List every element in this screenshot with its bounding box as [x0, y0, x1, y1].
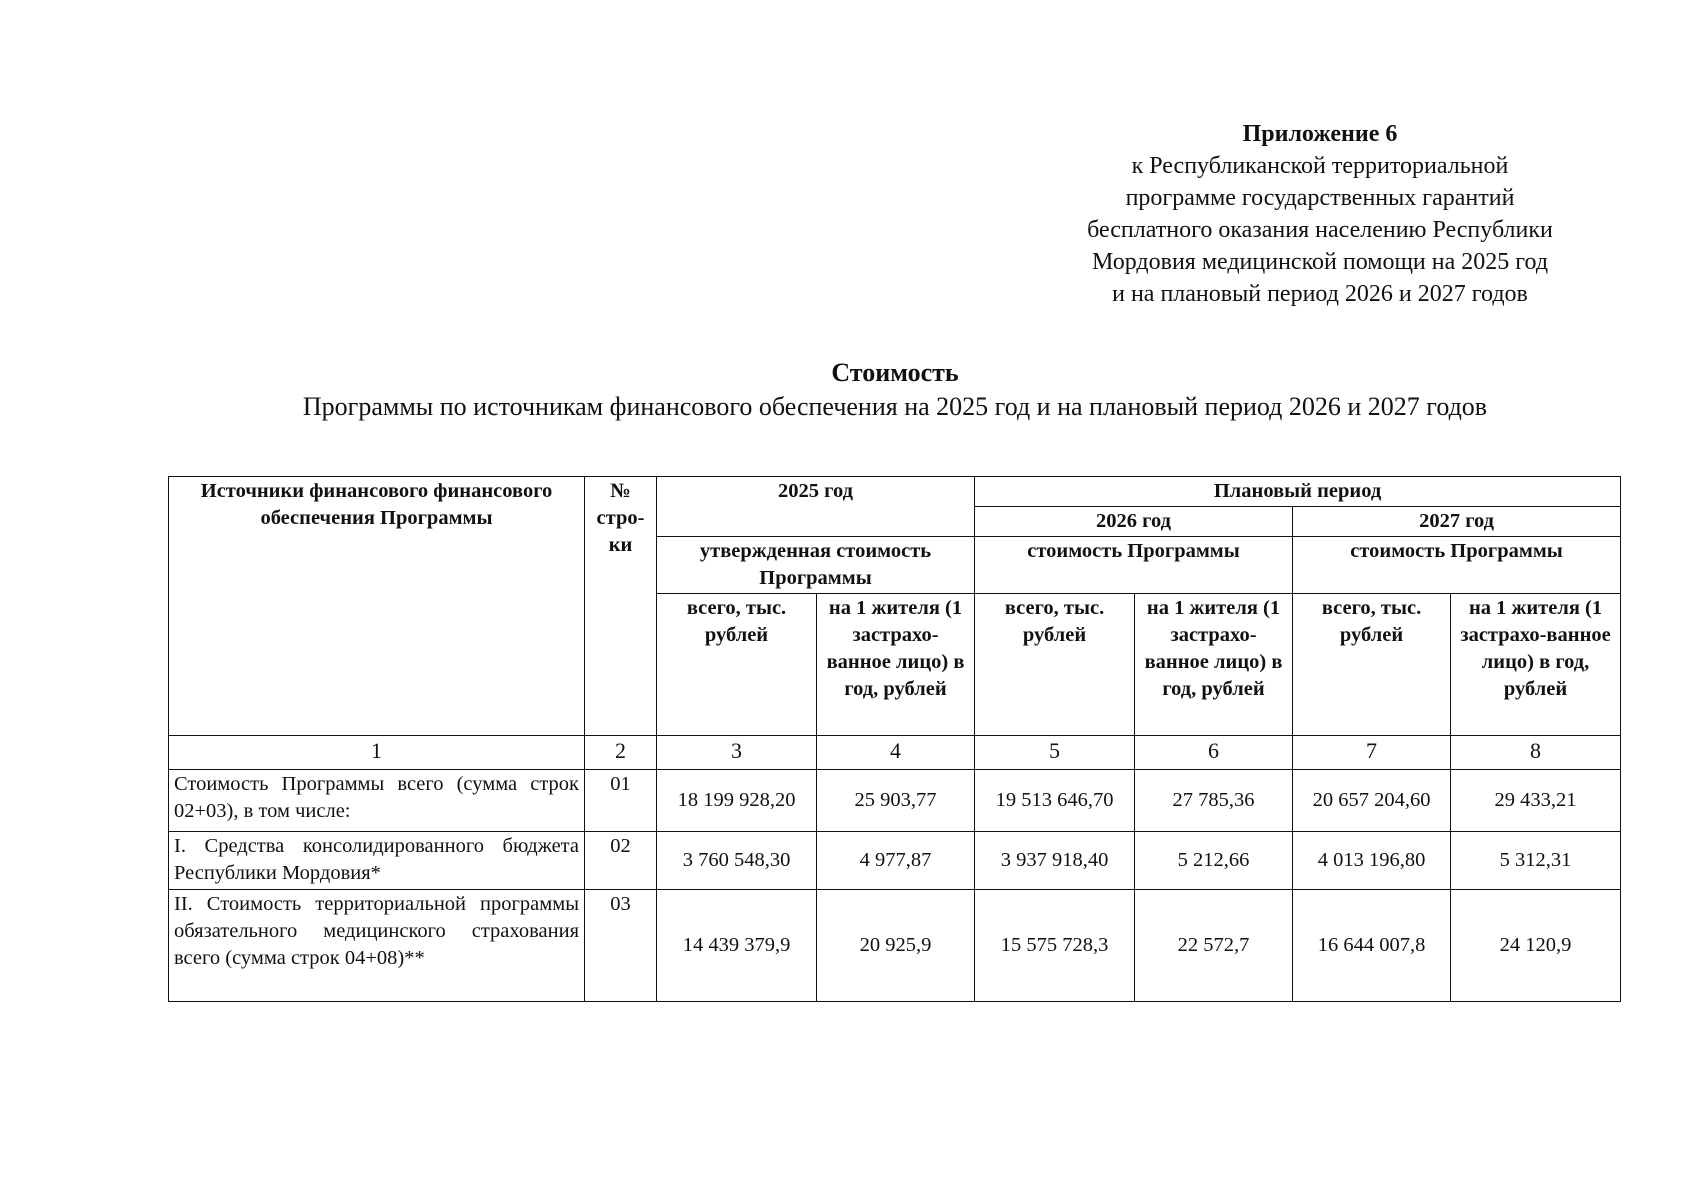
annex-line: программе государственных гарантий: [1125, 185, 1515, 211]
row-line-number: 02: [585, 832, 657, 890]
cell-per-capita-2026: 5 212,66: [1135, 832, 1293, 890]
column-number: 7: [1293, 736, 1451, 770]
row-label: Стоимость Программы всего (сумма строк 02+03), в том числе:: [169, 770, 585, 832]
document-heading: [170, 356, 1620, 424]
cell-total-2025: 14 439 379,9: [657, 890, 817, 1002]
column-number: 2: [585, 736, 657, 770]
column-number: 6: [1135, 736, 1293, 770]
header-year-2026: 2026 год: [975, 507, 1293, 537]
cell-total-2025: 3 760 548,30: [657, 832, 817, 890]
header-planned-period: Плановый период: [975, 477, 1621, 507]
heading-title: Стоимость: [831, 358, 959, 387]
annex-title: Приложение 6: [1242, 121, 1398, 147]
cell-per-capita-2025: 4 977,87: [817, 832, 975, 890]
table-row: [169, 832, 1621, 890]
annex-line: к Республиканской территориальной: [1131, 153, 1509, 179]
row-line-number: 03: [585, 890, 657, 1002]
row-label: II. Стоимость территориальной программы обязательного медицинского страхования всего (сумма строк 04+08)**: [169, 890, 585, 1002]
header-total-2027: всего, тыс. рублей: [1293, 594, 1451, 736]
column-number: 3: [657, 736, 817, 770]
heading-subtitle: Программы по источникам финансового обеспечения на 2025 год и на плановый период 2026 и 2027 годов: [302, 392, 1488, 421]
cell-total-2027: 20 657 204,60: [1293, 770, 1451, 832]
cell-per-capita-2026: 27 785,36: [1135, 770, 1293, 832]
cell-per-capita-2025: 25 903,77: [817, 770, 975, 832]
cell-total-2027: 16 644 007,8: [1293, 890, 1451, 1002]
column-number-row: [169, 736, 1621, 770]
cell-per-capita-2027: 5 312,31: [1451, 832, 1621, 890]
header-per-capita-2026: на 1 жителя (1 застрахо-ванное лицо) в год, рублей: [1135, 594, 1293, 736]
header-year-2025: 2025 год: [657, 477, 975, 537]
annex-block: [1040, 118, 1600, 310]
header-year-2027: 2027 год: [1293, 507, 1621, 537]
header-source: Источники финансового финансового обеспечения Программы: [169, 477, 585, 736]
header-total-2025: всего, тыс. рублей: [657, 594, 817, 736]
cell-per-capita-2025: 20 925,9: [817, 890, 975, 1002]
table-row: [169, 890, 1621, 1002]
cell-total-2027: 4 013 196,80: [1293, 832, 1451, 890]
annex-line: и на плановый период 2026 и 2027 годов: [1112, 281, 1528, 307]
row-label: I. Средства консолидированного бюджета Республики Мордовия*: [169, 832, 585, 890]
header-line-no: № стро-ки: [585, 477, 657, 736]
cell-total-2026: 19 513 646,70: [975, 770, 1135, 832]
column-number: 8: [1451, 736, 1621, 770]
header-cost-2026: стоимость Программы: [975, 537, 1293, 594]
column-number: 1: [169, 736, 585, 770]
annex-line: Мордовия медицинской помощи на 2025 год: [1091, 249, 1549, 275]
cell-total-2026: 3 937 918,40: [975, 832, 1135, 890]
table-row: [169, 770, 1621, 832]
header-cost-2027: стоимость Программы: [1293, 537, 1621, 594]
cell-per-capita-2027: 29 433,21: [1451, 770, 1621, 832]
header-total-2026: всего, тыс. рублей: [975, 594, 1135, 736]
cell-total-2025: 18 199 928,20: [657, 770, 817, 832]
cell-per-capita-2026: 22 572,7: [1135, 890, 1293, 1002]
header-per-capita-2025: на 1 жителя (1 застрахо-ванное лицо) в год, рублей: [817, 594, 975, 736]
annex-line: бесплатного оказания населению Республики: [1087, 217, 1553, 243]
cost-table: [168, 476, 1621, 1002]
row-line-number: 01: [585, 770, 657, 832]
column-number: 4: [817, 736, 975, 770]
cell-total-2026: 15 575 728,3: [975, 890, 1135, 1002]
header-per-capita-2027: на 1 жителя (1 застрахо-ванное лицо) в год, рублей: [1451, 594, 1621, 736]
column-number: 5: [975, 736, 1135, 770]
header-approved-cost: утвержденная стоимость Программы: [657, 537, 975, 594]
cell-per-capita-2027: 24 120,9: [1451, 890, 1621, 1002]
